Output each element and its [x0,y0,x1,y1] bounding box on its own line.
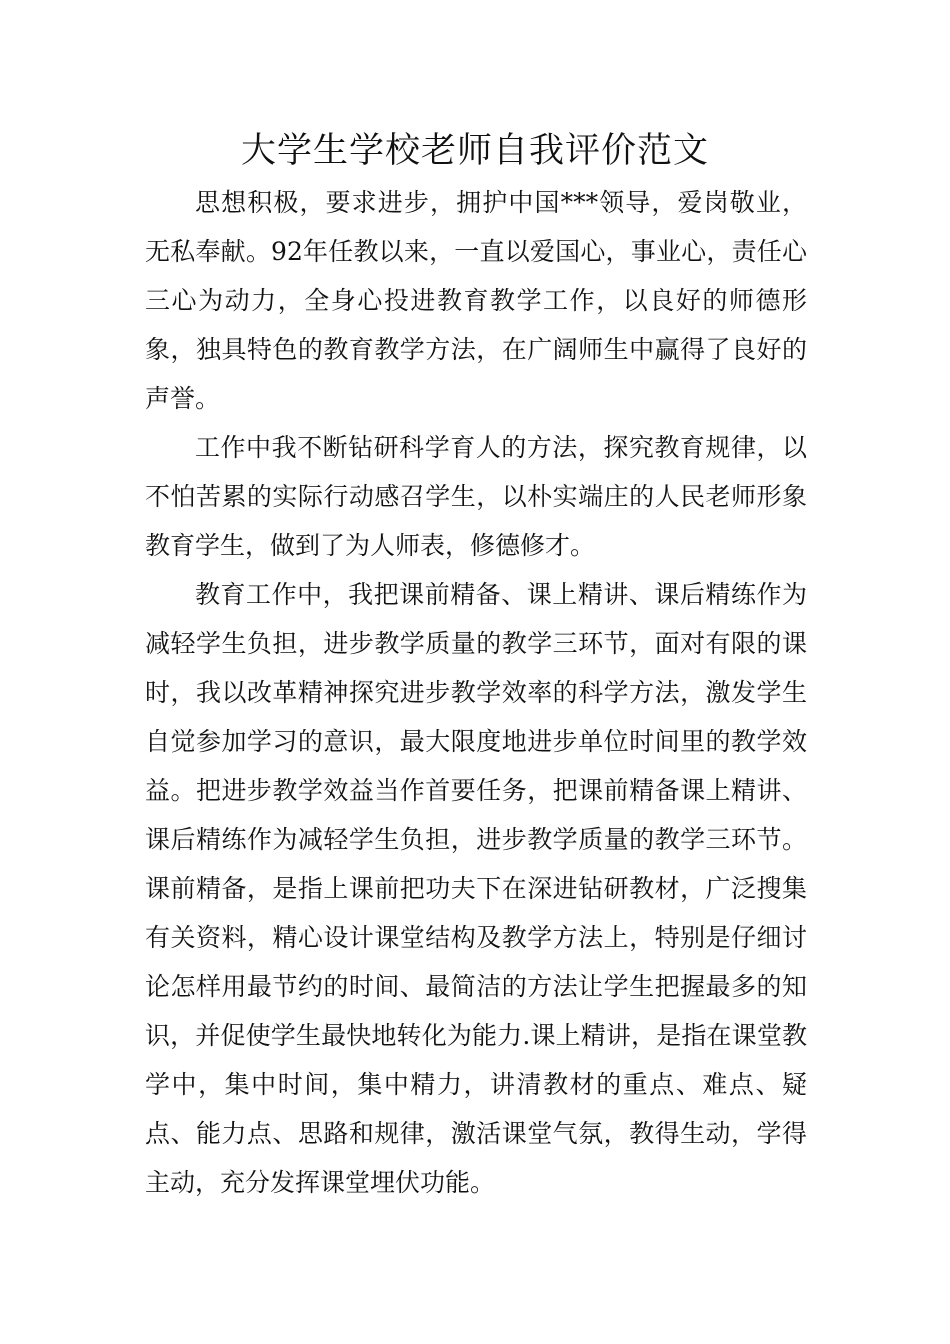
paragraph-2: 工作中我不断钻研科学育人的方法，探究教育规律，以不怕苦累的实际行动感召学生，以朴实端庄的人民老师形象教育学生，做到了为人师表，修德修才。 [145,433,807,560]
document-title: 大学生学校老师自我评价范文 [240,131,709,171]
document-body [145,178,807,1207]
paragraph-1: 思想积极，要求进步，拥护中国***领导，爱岗敬业，无私奉献。92年任教以来，一直以爱国心，事业心，责任心三心为动力，全身心投进教育教学工作，以良好的师德形象，独具特色的教育教学方法，在广阔师生中赢得了良好的声誉。 [145,188,807,413]
paragraph-3: 教育工作中，我把课前精备、课上精讲、课后精练作为减轻学生负担，进步教学质量的教学三环节，面对有限的课时，我以改革精神探究进步教学效率的科学方法，激发学生自觉参加学习的意识，最大限度地进步单位时间里的教学效益。把进步教学效益当作首要任务，把课前精备课上精讲、课后精练作为减轻学生负担，进步教学质量的教学三环节。课前精备，是指上课前把功夫下在深进钻研教材，广泛搜集有关资料，精心设计课堂结构及教学方法上，特别是仔细讨论怎样用最节约的时间、最简洁的方法让学生把握最多的知识，并促使学生最快地转化为能力.课上精讲，是指在课堂教学中，集中时间，集中精力，讲清教材的重点、难点、疑点、能力点、思路和规律，激活课堂气氛，教得生动，学得主动，充分发挥课堂埋伏功能。 [145,580,807,1197]
